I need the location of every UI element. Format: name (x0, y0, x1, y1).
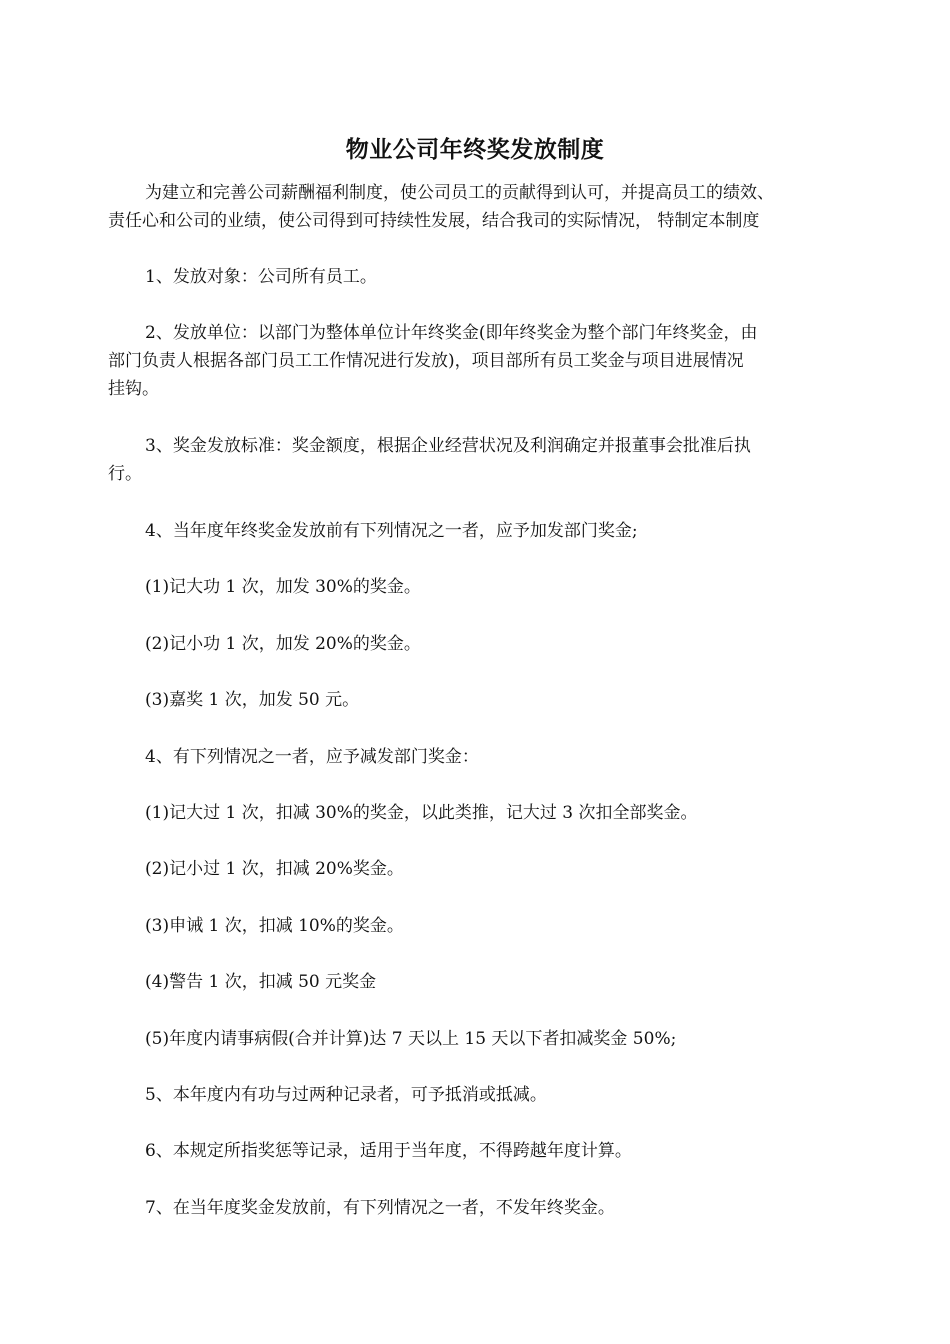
clause-bonus-standard (108, 432, 848, 488)
clause-offset (108, 1081, 848, 1109)
sub-item (108, 855, 848, 883)
clause-line: (2)记小功 1 次，加发 20%的奖金。 (145, 634, 421, 654)
clause-line: (5)年度内请事病假(合并计算)达 7 天以上 15 天以下者扣减奖金 50%; (145, 1029, 677, 1049)
clause-issuing-unit (108, 319, 848, 403)
clause-line: (1)记大过 1 次，扣减 30%的奖金，以此类推，记大过 3 次扣全部奖金。 (145, 803, 698, 823)
sub-item (108, 686, 848, 714)
sub-item (108, 630, 848, 658)
clause-line: (4)警告 1 次，扣减 50 元奖金 (145, 972, 377, 992)
sub-item (108, 968, 848, 996)
clause-line: 4、有下列情况之一者，应予减发部门奖金： (145, 747, 479, 767)
sub-item (108, 573, 848, 601)
intro-line-1: 为建立和完善公司薪酬福利制度，使公司员工的贡献得到认可，并提高员工的绩效、 (145, 183, 774, 203)
clause-line: 3、奖金发放标准：奖金额度，根据企业经营状况及利润确定并报董事会批准后执 (145, 436, 751, 456)
clause-line: 7、在当年度奖金发放前，有下列情况之一者，不发年终奖金。 (145, 1198, 615, 1218)
clause-line: 1、发放对象：公司所有员工。 (145, 267, 377, 287)
clause-line: 部门负责人根据各部门员工工作情况进行发放)，项目部所有员工奖金与项目进展情况 (108, 351, 744, 371)
clause-bonus-decrease (108, 743, 848, 771)
clause-line: (2)记小过 1 次，扣减 20%奖金。 (145, 859, 404, 879)
document-title: 物业公司年终奖发放制度 (345, 137, 605, 163)
clause-line: 挂钩。 (108, 379, 159, 399)
clause-recipients (108, 263, 848, 291)
sub-item (108, 799, 848, 827)
clause-line: (3)嘉奖 1 次，加发 50 元。 (145, 690, 360, 710)
clause-line: 5、本年度内有功与过两种记录者，可予抵消或抵减。 (145, 1085, 547, 1105)
clause-line: 4、当年度年终奖金发放前有下列情况之一者，应予加发部门奖金; (145, 521, 638, 541)
intro-line-2: 责任心和公司的业绩，使公司得到可持续性发展，结合我司的实际情况， 特制定本制度 (108, 211, 760, 231)
clause-bonus-increase (108, 517, 848, 545)
clause-line: 行。 (108, 464, 142, 484)
clause-line: 2、发放单位：以部门为整体单位计年终奖金(即年终奖金为整个部门年终奖金，由 (145, 323, 758, 343)
intro-paragraph (108, 179, 848, 235)
clause-line: (1)记大功 1 次，加发 30%的奖金。 (145, 577, 421, 597)
sub-item (108, 912, 848, 940)
clause-scope (108, 1137, 848, 1165)
clause-line: 6、本规定所指奖惩等记录，适用于当年度，不得跨越年度计算。 (145, 1141, 632, 1161)
sub-item (108, 1025, 848, 1053)
clause-no-bonus (108, 1194, 848, 1222)
clause-line: (3)申诫 1 次，扣减 10%的奖金。 (145, 916, 404, 936)
